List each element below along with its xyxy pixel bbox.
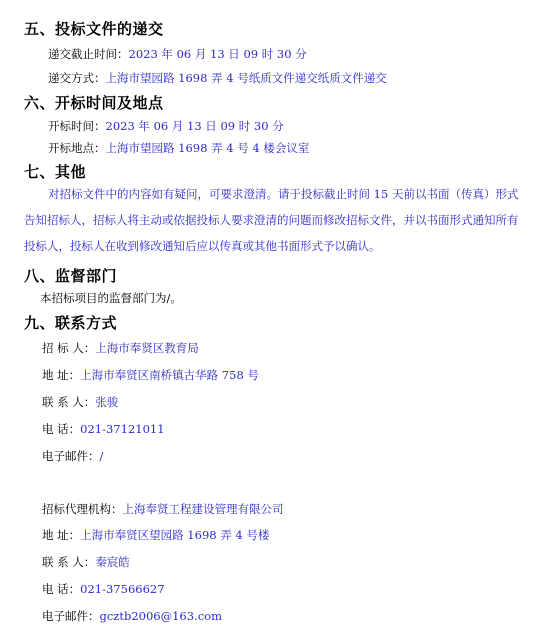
section-8-heading: 八、监督部门 [24,267,118,285]
tenderer-phone-label: 电 话： [42,422,81,436]
opening-place-value: 上海市望园路 1698 弄 4 号 4 楼会议室 [105,141,310,155]
tenderer-address-label: 地 址： [42,368,81,382]
agency-contact-label: 联 系 人： [42,555,96,569]
tenderer-name-row [42,340,199,356]
tenderer-contact-row [42,394,118,410]
tenderer-contact-value: 张骏 [95,395,119,409]
tenderer-email-label: 电子邮件： [42,449,100,463]
deadline-value: 2023 年 06 月 13 日 09 时 30 分 [128,47,307,61]
section-6-heading: 六、开标时间及地点 [24,94,164,112]
tenderer-address-value: 上海市奉贤区南桥镇古华路 758 号 [80,368,259,382]
agency-phone-label: 电 话： [42,582,81,596]
agency-address-value: 上海市奉贤区望园路 1698 弄 4 号楼 [80,528,270,542]
tenderer-email-value: / [99,449,104,463]
supervision-text: 本招标项目的监督部门为/。 [40,291,182,305]
agency-email-label: 电子邮件： [42,609,100,623]
agency-name-label: 招标代理机构： [42,502,123,516]
tenderer-address-row [42,367,259,383]
agency-contact-value: 秦宸皓 [95,555,130,569]
opening-time-value: 2023 年 06 月 13 日 09 时 30 分 [105,119,284,133]
tenderer-contact-label: 联 系 人： [42,395,96,409]
tenderer-phone-value: 021-37121011 [80,422,165,436]
method-label: 递交方式： [48,71,106,85]
tenderer-phone-row [42,421,165,437]
deadline-row [48,46,307,62]
section-7-heading: 七、其他 [24,163,87,181]
tenderer-email-row [42,448,103,464]
opening-time-row [48,118,284,134]
deadline-label: 递交截止时间： [48,47,129,61]
opening-place-row [48,140,309,156]
agency-phone-value: 021-37566627 [80,582,165,596]
agency-name-value: 上海奉贤工程建设管理有限公司 [122,502,284,516]
section-5-heading: 五、投标文件的递交 [24,20,164,38]
opening-time-label: 开标时间： [48,119,106,133]
agency-address-label: 地 址： [42,528,81,542]
agency-phone-row [42,581,165,597]
agency-name-row [42,501,284,517]
agency-address-row [42,527,269,543]
method-row [48,70,387,86]
agency-contact-row [42,554,130,570]
clarification-paragraph: 对招标文件中的内容如有疑问，可要求澄清。请于投标截止时间 15 天前以书面（传真）形式告知招标人，招标人将主动或依据投标人要求澄清的问题而修改招标文件，并以书面形式通知所有投标人，投标人在收到修改通知后应以传真或其他书面形式予以确认。 [24,187,519,253]
section-9-heading: 九、联系方式 [24,314,118,332]
agency-email-row [42,608,222,624]
method-value: 上海市望园路 1698 弄 4 号纸质文件递交纸质文件递交 [105,71,387,85]
tenderer-name-label: 招 标 人： [42,341,96,355]
tenderer-name-value: 上海市奉贤区教育局 [95,341,199,355]
opening-place-label: 开标地点： [48,141,106,155]
agency-email-value: gcztb2006@163.com [99,609,222,623]
